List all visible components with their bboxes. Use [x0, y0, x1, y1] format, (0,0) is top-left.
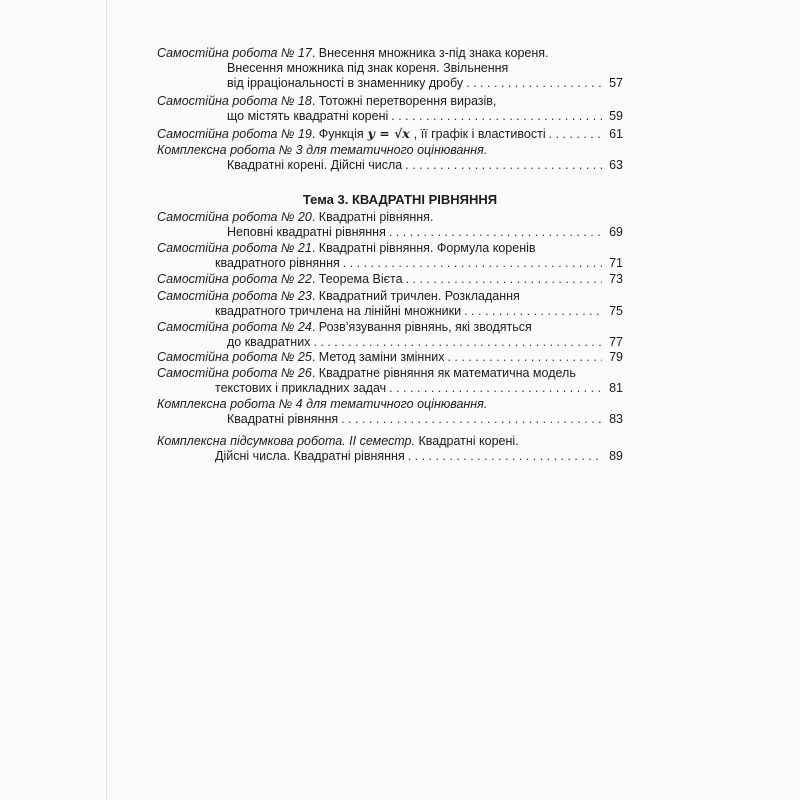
dot-leader — [405, 158, 602, 173]
page-number: 75 — [609, 304, 623, 318]
entry-label: Самостійна робота № 21 — [157, 241, 312, 255]
page-number: 83 — [609, 412, 623, 426]
entry-title: Квадратний тричлен. Розкладання — [318, 289, 520, 303]
page-number: 71 — [609, 256, 623, 270]
entry-title-cont: Внесення множника під знак кореня. Звільнення — [227, 61, 509, 75]
entry-title: Тотожні перетворення виразів, — [318, 94, 497, 108]
entry-title-cont: Неповні квадратні рівняння — [227, 225, 386, 239]
dot-leader — [343, 256, 602, 271]
page-number: 77 — [609, 335, 623, 349]
toc-entry-19[interactable]: Самостійна робота № 19 . Функція y = √x , її графік і властивості . . . 61 — [157, 126, 623, 142]
entry-label: Комплексна робота № 4 для тематичного оцінювання. — [157, 397, 488, 411]
entry-label: Самостійна робота № 19 — [157, 127, 312, 141]
entry-title-cont: Дійсні числа. Квадратні рівняння — [215, 449, 405, 463]
page-number: 81 — [609, 381, 623, 395]
dot-leader — [549, 127, 602, 142]
entry-title: Внесення множника з-під знака кореня. — [318, 46, 549, 60]
entry-label: Самостійна робота № 24 — [157, 320, 312, 334]
entry-label: Самостійна робота № 17 — [157, 46, 312, 60]
entry-label: Самостійна робота № 25 — [157, 350, 312, 364]
page-number: 57 — [609, 76, 623, 90]
entry-title: Квадратні корені. — [418, 434, 519, 448]
toc-entry-17[interactable]: Самостійна робота № 17 . Внесення множника з-під знака кореня. Внесення множника під знак кореня. Звільнення від ірраціональності в знаменнику дробу . . . 57 — [157, 46, 623, 91]
entry-title: Розв’язування рівнянь, які зводяться — [318, 320, 532, 334]
entry-title-cont: текстових і прикладних задач — [215, 381, 387, 395]
toc-entry-complex-3[interactable] — [157, 143, 623, 173]
dot-leader — [466, 76, 602, 91]
toc-entry-26[interactable]: Самостійна робота № 26 . Квадратне рівняння як математична модель текстових і прикладних задач . . . 81 — [157, 366, 623, 396]
page-edge-line — [106, 0, 107, 800]
page-number: 69 — [609, 225, 623, 239]
entry-title-cont: до квадратних — [227, 335, 311, 349]
dot-leader — [341, 412, 602, 427]
page-number: 61 — [609, 127, 623, 141]
dot-leader — [389, 225, 602, 240]
dot-leader — [408, 449, 602, 464]
entry-label: Комплексна робота № 3 для тематичного оцінювання. — [157, 143, 488, 157]
page-number: 63 — [609, 158, 623, 172]
page-number: 79 — [609, 350, 623, 364]
page-number: 73 — [609, 272, 623, 286]
dot-leader — [389, 381, 602, 396]
page-number: 59 — [609, 109, 623, 123]
page-number: 89 — [609, 449, 623, 463]
toc-entry-25[interactable]: Самостійна робота № 25 . Метод заміни змінних . . . 79 — [157, 350, 623, 365]
dot-leader — [406, 272, 602, 287]
entry-title: Квадратні рівняння. Формула коренів — [318, 241, 536, 255]
section-heading: Тема 3. КВАДРАТНІ РІВНЯННЯ — [302, 192, 498, 207]
entry-title-rest: , її графік і властивості — [413, 127, 546, 141]
entry-label: Самостійна робота № 18 — [157, 94, 312, 108]
entry-label: Самостійна робота № 20 — [157, 210, 312, 224]
entry-title: Квадратне рівняння як математична модель — [318, 366, 576, 380]
toc-entry-complex-4[interactable] — [157, 397, 623, 427]
toc-entry-18[interactable]: Самостійна робота № 18 . Тотожні перетворення виразів, що містять квадратні корені . . . 59 — [157, 94, 623, 124]
entry-label: Комплексна підсумкова робота. ІІ семестр. — [157, 434, 415, 448]
dot-leader — [313, 335, 602, 350]
toc-entry-23[interactable]: Самостійна робота № 23 . Квадратний тричлен. Розкладання квадратного тричлена на лінійні множники . . . 75 — [157, 289, 623, 319]
dot-leader — [391, 109, 602, 124]
dot-leader — [464, 304, 602, 319]
dot-leader — [447, 350, 602, 365]
sqrt-formula: y = √x — [367, 126, 410, 141]
entry-title: Квадратні рівняння. — [318, 210, 434, 224]
entry-label: Самостійна робота № 23 — [157, 289, 312, 303]
entry-label: Самостійна робота № 22 — [157, 272, 312, 286]
entry-title: Функція — [318, 127, 364, 141]
toc-entry-22[interactable]: Самостійна робота № 22 . Теорема Вієта . . . 73 — [157, 272, 623, 287]
entry-title-cont: квадратного тричлена на лінійні множники — [215, 304, 462, 318]
entry-title-cont: що містять квадратні корені — [227, 109, 389, 123]
toc-entry-21[interactable]: Самостійна робота № 21 . Квадратні рівняння. Формула коренів квадратного рівняння . . . 71 — [157, 241, 623, 271]
entry-label: Самостійна робота № 26 — [157, 366, 312, 380]
toc-entry-final[interactable] — [157, 434, 623, 464]
toc-entry-20[interactable]: Самостійна робота № 20 . Квадратні рівняння. Неповні квадратні рівняння . . . 69 — [157, 210, 623, 240]
entry-title-cont: Квадратні рівняння — [227, 412, 339, 426]
entry-title-cont: Квадратні корені. Дійсні числа — [227, 158, 403, 172]
entry-title-cont: квадратного рівняння — [215, 256, 340, 270]
entry-title-cont: від ірраціональності в знаменнику дробу — [227, 76, 464, 90]
entry-title: Метод заміни змінних — [318, 350, 445, 364]
entry-title: Теорема Вієта — [318, 272, 403, 286]
toc-entry-24[interactable]: Самостійна робота № 24 . Розв’язування рівнянь, які зводяться до квадратних . . . 77 — [157, 320, 623, 350]
